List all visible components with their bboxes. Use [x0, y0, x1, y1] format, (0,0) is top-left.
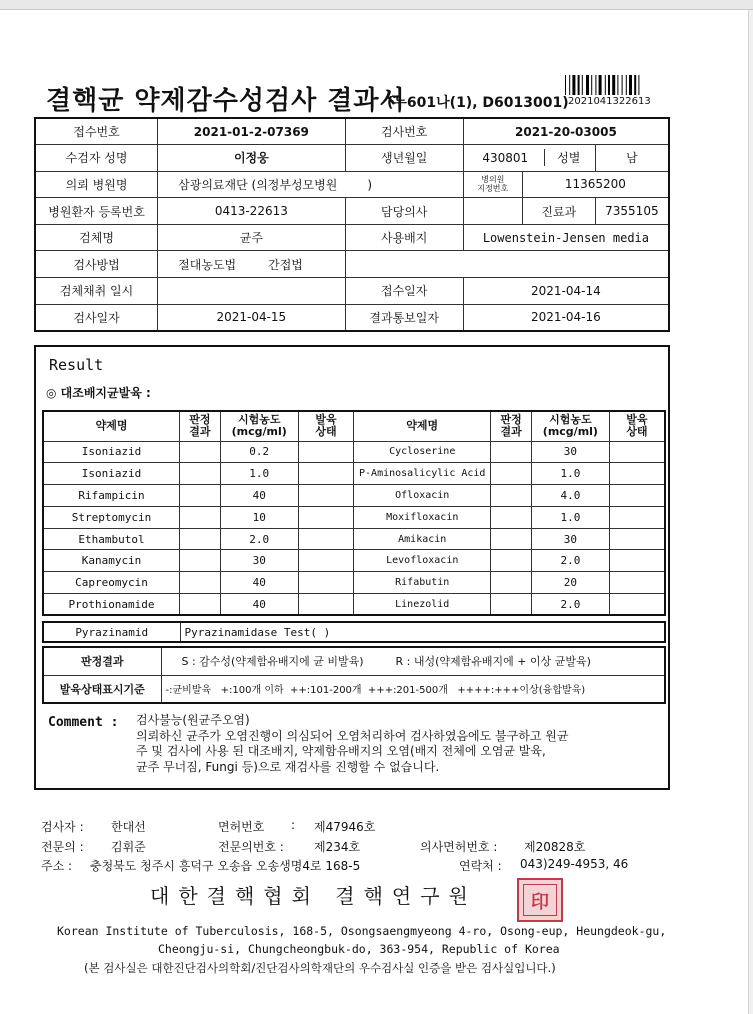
- drug-growth: [298, 485, 354, 507]
- drug-growth: [298, 441, 354, 463]
- drug-concentration: 30: [532, 528, 610, 550]
- specimen: 균주: [158, 224, 345, 251]
- drug-concentration: 2.0: [532, 550, 610, 572]
- drug-growth: [298, 594, 354, 616]
- drug-judgement: [180, 485, 221, 507]
- table-row: [43, 506, 665, 528]
- test-date: 2021-04-15: [158, 304, 345, 331]
- collect-date-label: 검체채취 일시: [35, 278, 158, 305]
- vertical-scrollbar[interactable]: [748, 10, 753, 1014]
- table-row: [43, 441, 665, 463]
- hospital-name: 삼광의료재단 (의정부성모병원: [178, 177, 338, 192]
- drug-concentration: 1.0: [532, 506, 610, 528]
- receipt-date: 2021-04-14: [463, 278, 669, 305]
- table-row: [35, 304, 669, 331]
- examiner-label: 검사자 :: [41, 820, 84, 834]
- table-row: [35, 198, 669, 225]
- drug-judgement: [180, 463, 221, 485]
- col-conc: 시험농도 (mcg/ml): [532, 411, 610, 441]
- drug-growth: [609, 463, 665, 485]
- judgement-s: S : 감수성(약제함유배지에 균 비발육): [181, 655, 364, 669]
- col-conc: 시험농도 (mcg/ml): [220, 411, 298, 441]
- judgement-cell: [161, 647, 665, 675]
- specialist-no: 제234호: [314, 840, 361, 854]
- drug-judgement: [491, 594, 532, 616]
- method-blank: [345, 251, 669, 278]
- drug-growth: [609, 594, 665, 616]
- reg-no: 0413-22613: [158, 198, 345, 225]
- pza-label: Pyrazinamid: [43, 622, 180, 642]
- table-row: [43, 594, 665, 616]
- barcode-number: 2021041322613: [568, 96, 651, 107]
- drug-concentration: 20: [532, 572, 610, 594]
- patient-info-table: [34, 117, 670, 332]
- col-growth: 발육 상태: [609, 411, 665, 441]
- contact: 043)249-4953, 46: [520, 857, 629, 871]
- document-title: 결핵균 약제감수성검사 결과서: [46, 86, 406, 116]
- doctor: [463, 198, 522, 225]
- drug-growth: [298, 550, 354, 572]
- dept: 7355105: [595, 198, 669, 225]
- doctor-label: 담당의사: [345, 198, 463, 225]
- growth-scale-label: 발육상태표시기준: [43, 675, 161, 703]
- drug-judgement: [180, 528, 221, 550]
- hospital-code: 11365200: [522, 171, 669, 198]
- drug-name: Rifampicin: [43, 485, 180, 507]
- col-drug: 약제명: [354, 411, 491, 441]
- drug-name: Isoniazid: [43, 463, 180, 485]
- col-drug: 약제명: [43, 411, 180, 441]
- drug-concentration: 1.0: [532, 463, 610, 485]
- drug-growth: [609, 550, 665, 572]
- hospital-cell: [158, 171, 464, 198]
- medium-label: 사용배지: [345, 224, 463, 251]
- drug-judgement: [180, 506, 221, 528]
- drug-susceptibility-table: [42, 410, 666, 616]
- license: 제47946호: [314, 820, 376, 834]
- drug-concentration: 4.0: [532, 485, 610, 507]
- barcode-icon: [565, 75, 657, 95]
- drug-concentration: 10: [220, 506, 298, 528]
- drug-name: Ofloxacin: [354, 485, 491, 507]
- receipt-no: 2021-01-2-07369: [158, 118, 345, 145]
- drug-growth: [609, 572, 665, 594]
- dept-label: 진료과: [522, 198, 595, 225]
- table-row: [35, 118, 669, 145]
- drug-judgement: [491, 506, 532, 528]
- report-date-label: 결과통보일자: [345, 304, 463, 331]
- pyrazinamide-table: [42, 621, 666, 643]
- pza-test: Pyrazinamidase Test( ): [180, 622, 665, 642]
- address: 충청북도 청주시 흥덕구 오송읍 오송생명4로 168-5: [90, 859, 361, 873]
- col-judge: 판정 결과: [180, 411, 221, 441]
- collect-date: [158, 278, 345, 305]
- address-label: 주소 :: [41, 859, 73, 873]
- drug-name: Streptomycin: [43, 506, 180, 528]
- document-code: (누601나(1), D6013001): [387, 95, 569, 111]
- drug-judgement: [180, 550, 221, 572]
- drug-judgement: [491, 485, 532, 507]
- drug-growth: [298, 506, 354, 528]
- doctor-license: 제20828호: [524, 840, 586, 854]
- drug-growth: [298, 528, 354, 550]
- drug-growth: [298, 463, 354, 485]
- drug-name: Linezolid: [354, 594, 491, 616]
- dob-cell: [463, 145, 595, 172]
- exam-no-label: 검사번호: [345, 118, 463, 145]
- drug-name: Ethambutol: [43, 528, 180, 550]
- table-row: [43, 528, 665, 550]
- certification-note: (본 검사실은 대한진단검사의학회/진단검사의학재단의 우수검사실 인증을 받은 검사실입니다.): [84, 961, 556, 975]
- hospital-code-label-2: 지정번호: [477, 184, 509, 194]
- comment-label: Comment :: [48, 715, 119, 730]
- drug-concentration: 40: [220, 485, 298, 507]
- drug-judgement: [491, 550, 532, 572]
- specialist: 김휘준: [111, 840, 146, 854]
- drug-judgement: [491, 441, 532, 463]
- result-label: Result: [49, 356, 104, 374]
- col-growth: 발육 상태: [298, 411, 354, 441]
- specimen-label: 검체명: [35, 224, 158, 251]
- drug-name: Isoniazid: [43, 441, 180, 463]
- exam-no: 2021-20-03005: [463, 118, 669, 145]
- table-row: [35, 278, 669, 305]
- drug-name: Amikacin: [354, 528, 491, 550]
- hospital-code-label-1: 병의원: [481, 175, 505, 185]
- drug-name: Levofloxacin: [354, 550, 491, 572]
- receipt-no-label: 접수번호: [35, 118, 158, 145]
- hospital-code-label: [463, 171, 522, 198]
- table-row: [43, 463, 665, 485]
- drug-name: Prothionamide: [43, 594, 180, 616]
- table-row: [35, 145, 669, 172]
- col-judge: 판정 결과: [491, 411, 532, 441]
- contact-label: 연락처 :: [459, 859, 502, 873]
- drug-concentration: 30: [220, 550, 298, 572]
- doctor-license-label: 의사면허번호 :: [420, 840, 498, 854]
- drug-judgement: [491, 463, 532, 485]
- seal-stamp: [517, 878, 563, 922]
- judgement-label: 판정결과: [43, 647, 161, 675]
- drug-growth: [609, 506, 665, 528]
- drug-concentration: 0.2: [220, 441, 298, 463]
- organization-name: 대한결핵협회 결핵연구원: [150, 884, 477, 908]
- dob-label: 생년월일: [345, 145, 463, 172]
- drug-concentration: 1.0: [220, 463, 298, 485]
- en-address-line-1: Korean Institute of Tuberculosis, 168-5, Osongsaengmyeong 4-ro, Osong-eup, Heungdeok-gu,: [57, 924, 667, 938]
- table-row: [35, 251, 669, 278]
- drug-name: Kanamycin: [43, 550, 180, 572]
- drug-name: P-Aminosalicylic Acid: [354, 463, 491, 485]
- comment-line: 주 및 검사에 사용 된 대조배지, 약제함유배지의 오염(배지 전체에 오염균 발육,: [136, 744, 546, 758]
- receipt-date-label: 접수일자: [345, 278, 463, 305]
- drug-concentration: 40: [220, 572, 298, 594]
- drug-name: Capreomycin: [43, 572, 180, 594]
- method-cell: [158, 251, 345, 278]
- patient-name: 이정웅: [158, 145, 345, 172]
- method-indirect: 간접법: [268, 257, 303, 272]
- en-address-line-2: Cheongju-si, Chungcheongbuk-do, 363-954, Republic of Korea: [158, 942, 560, 956]
- drug-concentration: 2.0: [532, 594, 610, 616]
- drug-judgement: [180, 441, 221, 463]
- table-row: [43, 550, 665, 572]
- sex: 남: [595, 145, 669, 172]
- reg-no-label: 병원환자 등록번호: [35, 198, 158, 225]
- comment-line: 균주 무너짐, Fungi 등)으로 재검사를 진행할 수 없습니다.: [136, 759, 440, 774]
- drug-concentration: 40: [220, 594, 298, 616]
- drug-growth: [609, 528, 665, 550]
- legend-table: [42, 646, 666, 704]
- method-label: 검사방법: [35, 251, 158, 278]
- specialist-no-label: 전문의번호 :: [218, 840, 284, 854]
- drug-judgement: [180, 594, 221, 616]
- drug-concentration: 30: [532, 441, 610, 463]
- drug-judgement: [180, 572, 221, 594]
- drug-name: Rifabutin: [354, 572, 491, 594]
- table-header-row: [43, 411, 665, 441]
- drug-growth: [609, 485, 665, 507]
- control-medium-label: ◎ 대조배지균발육 :: [46, 386, 151, 400]
- report-date: 2021-04-16: [463, 304, 669, 331]
- hospital-label: 의뢰 병원명: [35, 171, 158, 198]
- growth-scale: -:균비발육 +:100개 이하 ++:101-200개 +++:201-500개 ++++:+++이상(융합발육): [161, 675, 665, 703]
- table-row: [43, 675, 665, 703]
- drug-growth: [298, 572, 354, 594]
- test-date-label: 검사일자: [35, 304, 158, 331]
- drug-name: Moxifloxacin: [354, 506, 491, 528]
- table-row: [43, 572, 665, 594]
- comment-text: [136, 713, 656, 775]
- patient-name-label: 수검자 성명: [35, 145, 158, 172]
- examiner: 한대선: [111, 820, 146, 834]
- method-absolute: 절대농도법: [178, 257, 237, 272]
- drug-judgement: [491, 572, 532, 594]
- judgement-r: R : 내성(약제함유배지에 + 이상 균발육): [395, 655, 591, 669]
- drug-growth: [609, 441, 665, 463]
- comment-line: 검사불능(원균주오염): [136, 713, 250, 727]
- seal-glyph: 印: [531, 892, 549, 913]
- result-section: [34, 345, 670, 790]
- license-sep: :: [291, 818, 296, 832]
- comment-line: 의뢰하신 균주가 오염진행이 의심되어 오염처리하여 검사하였음에도 불구하고 원균: [136, 728, 569, 743]
- license-label: 면허번호: [218, 820, 265, 834]
- drug-concentration: 2.0: [220, 528, 298, 550]
- drug-judgement: [491, 528, 532, 550]
- drug-name: Cycloserine: [354, 441, 491, 463]
- table-row: [35, 224, 669, 251]
- specialist-label: 전문의 :: [41, 840, 84, 854]
- window-top-bar: [0, 0, 753, 10]
- hospital-close: ): [367, 177, 373, 192]
- medium: Lowenstein-Jensen media: [463, 224, 669, 251]
- sex-label: 성별: [544, 149, 592, 166]
- table-row: [35, 171, 669, 198]
- table-row: [43, 647, 665, 675]
- table-row: [43, 485, 665, 507]
- dob: 430801: [482, 151, 529, 166]
- table-row: [43, 622, 665, 642]
